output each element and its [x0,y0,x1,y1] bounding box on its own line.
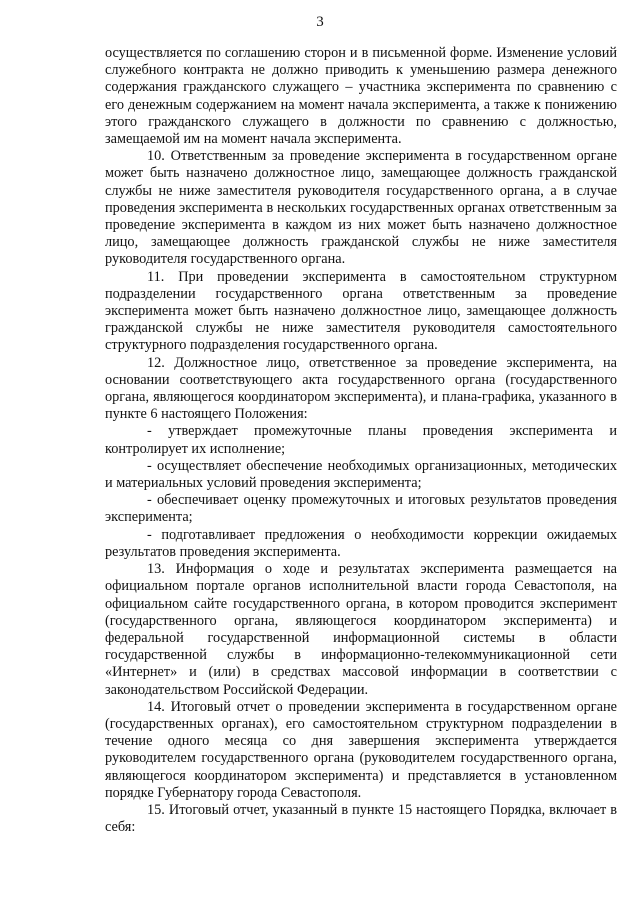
list-item: - утверждает промежуточные планы проведения эксперимента и контролирует их исполнение; [105,423,617,457]
paragraph-12: 12. Должностное лицо, ответственное за проведение эксперимента, на основании соответствующего акта государственного органа (государственного органа, являющегося координатором эксперимента), и плана-графика, указанного в пункте 6 настоящего Положения: [105,354,617,423]
paragraph-10: 10. Ответственным за проведение эксперимента в государственном органе может быть назначено должностное лицо, замещающее должность гражданской службы не ниже заместителя руководителя государственного органа, а в случае проведения эксперимента в нескольких государственных органах ответственным за проведение эксперимента в каждом из них может быть назначено должностное лицо, замещающее должность гражданской службы не ниже заместителя руководителя государственного органа. [105,148,617,268]
list-item: - подготавливает предложения о необходимости коррекции ожидаемых результатов проведения эксперимента. [105,526,617,560]
paragraph-continuation: осуществляется по соглашению сторон и в письменной форме. Изменение условий служебного контракта не должно приводить к уменьшению размера денежного содержания гражданского служащего – участника эксперимента по сравнению с его денежным содержанием на момент начала эксперимента, а также к понижению этого гражданского служащего в должности по сравнению с должностью, замещаемой им на момент начала эксперимента. [105,45,617,148]
paragraph-11: 11. При проведении эксперимента в самостоятельном структурном подразделении государственного органа ответственным за проведение эксперимента может быть назначено должностное лицо, замещающее должность гражданской службы не ниже заместителя руководителя самостоятельного структурного подразделения государственного органа. [105,268,617,354]
list-item: - осуществляет обеспечение необходимых организационных, методических и материальных условий проведения эксперимента; [105,457,617,492]
document-body [105,45,617,836]
paragraph-14: 14. Итоговый отчет о проведении эксперимента в государственном органе (государственных органах), его самостоятельном структурном подразделении в течение одного месяца со дня завершения эксперимента утверждается руководителем государственного органа (руководителем государственного органа, являющегося координатором эксперимента) и представляется в установленном порядке Губернатору города Севастополя. [105,698,617,801]
paragraph-15: 15. Итоговый отчет, указанный в пункте 15 настоящего Порядка, включает в себя: [105,801,617,836]
page-number: 3 [316,14,324,30]
list-item: - обеспечивает оценку промежуточных и итоговых результатов проведения эксперимента; [105,492,617,526]
paragraph-13: 13. Информация о ходе и результатах эксперимента размещается на официальном портале органов исполнительной власти города Севастополя, на официальном сайте государственного органа, в котором проводится эксперимент (государственного органа, являющегося координатором эксперимента) и федеральной государственной информационной системы в области государственной службы в информационно-телекоммуникационной сети «Интернет» и (или) в средствах массовой информации в соответствии с законодательством Российской Федерации. [105,561,617,698]
